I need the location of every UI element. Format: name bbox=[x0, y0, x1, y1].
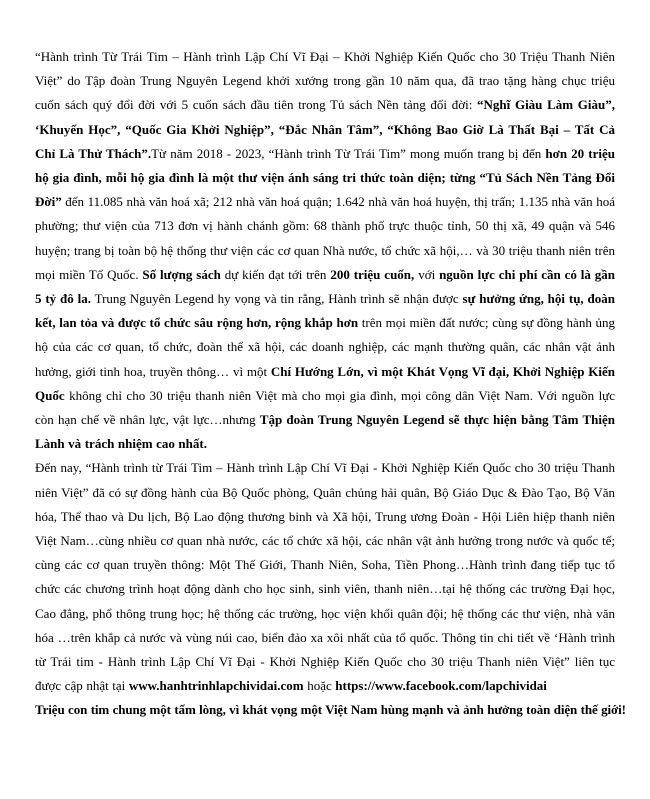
text-run: “Nghĩ Giàu Làm Giàu”, ‘Khuyến Học”, “Quốc Gia Khởi Nghiệp”, “Đắc Nhân Tâm”, “Không Bao Giờ Là Thất Bại – Tất Cả Chỉ Là Thử Thách”. bbox=[35, 97, 615, 161]
text-run: Triệu con tim chung một tấm lòng, vì khát vọng một Việt Nam hùng mạnh và ảnh hưởng toàn diện thế giới! bbox=[35, 702, 626, 718]
text-run: Tập đoàn Trung Nguyên Legend sẽ thực hiện bằng Tâm Thiện Lành và trách nhiệm cao nhất. bbox=[35, 412, 615, 452]
text-run: Số lượng sách bbox=[142, 266, 225, 282]
text-run: hơn 20 triệu hộ gia đình, mỗi hộ gia đình là một thư viện ánh sáng tri thức toàn diện; từng “Tủ Sách Nền Tảng Đổi Đời” bbox=[35, 145, 615, 210]
document-body bbox=[35, 45, 626, 723]
text-run: “Hành trình Từ Trái Tim – Hành trình Lập Chí Vĩ Đại – Khởi Nghiệp Kiến Quốc cho 30 Triệu Thanh Niên Việt” do Tập đoàn Trung Nguyên Legend khởi xướng trong gần 10 năm qua, đã trao tặng hàng chục triệu cuốn sách quý đổi đời với 5 cuốn sách đầu tiên trong Tủ sách Nền tảng đổi đời: bbox=[35, 49, 615, 113]
paragraph-partners-and-updates bbox=[35, 456, 615, 698]
paragraph-campaign-overview bbox=[35, 45, 615, 456]
url-link[interactable]: https://www.facebook.com/lapchividai bbox=[335, 678, 547, 694]
text-run: Chí Hướng Lớn, vì một Khát Vọng Vĩ đại, Khởi Nghiệp Kiến Quốc bbox=[35, 363, 615, 403]
text-run: không chỉ cho 30 triệu thanh niên Việt mà cho mọi gia đình, mọi công dân Việt Nam. Với nguồn lực còn hạn chế về nhân lực, vật lực…nhưng bbox=[35, 387, 615, 428]
text-run: Từ năm 2018 - 2023, “Hành trình Từ Trái Tim” mong muốn trang bị đến bbox=[151, 145, 546, 161]
text-run: trên mọi miền đất nước; cùng sự đồng hành ủng hộ của các cơ quan, tổ chức, đoàn thể xã hội, các doanh nghiệp, các mạnh thường quân, các nhân vật ảnh hưởng, giới tinh hoa, truyền thông… vì một bbox=[35, 315, 615, 379]
text-run: nguồn lực chi phí cần có là gần 5 tỷ đô la. bbox=[35, 266, 615, 307]
text-run: Trung Nguyên Legend hy vọng và tin rằng, Hành trình sẽ nhận được bbox=[90, 291, 463, 307]
text-run: Đến nay, “Hành trình từ Trái Tim – Hành trình Lập Chí Vĩ Đại - Khởi Nghiệp Kiến Quốc cho 30 triệu Thanh niên Việt” đã có sự đồng hành của Bộ Quốc phòng, Quân chủng hải quân, Bộ Giáo Dục & Đào Tạo, Bộ Văn hóa, Thể thao và Du lịch, Bộ Lao động thương binh và Xã hội, Trung ương Đoàn - Hội Liên hiệp thanh niên Việt Nam…cùng nhiều cơ quan nhà nước, các tổ chức xã hội, các nhân vật ảnh hưởng trong nước và quốc tế; cùng các cơ quan truyền thông: Một Thế Giới, Thanh Niên, Soha, Tiền Phong…Hành trình đang tiếp tục tổ chức các chương trình hoạt động dành cho học sinh, sinh viên, thanh niên…tại hệ thống các trường Đại học, Cao đẳng, phổ thông trung học; hệ thống các trường, học viện khối quân đội; hệ thống các thư viện, nhà văn hóa …trên khắp cả nước và vùng núi cao, biển đảo xa xôi nhất của tổ quốc. Thông tin chi tiết về ‘Hành trình từ Trái tim - Hành trình Lập Chí Vĩ Đại - Khởi Nghiệp Kiến Quốc cho 30 triệu Thanh niên Việt” liên tục được cập nhật tại bbox=[35, 460, 615, 694]
closing-slogan-line bbox=[35, 698, 626, 722]
text-run: hoặc bbox=[303, 678, 336, 694]
text-run: với bbox=[414, 266, 440, 282]
url-link[interactable]: www.hanhtrinhlapchividai.com bbox=[128, 678, 304, 694]
text-run: 200 triệu cuốn, bbox=[330, 266, 415, 282]
text-run: dự kiến đạt tới trên bbox=[224, 266, 331, 282]
text-run: đến 11.085 nhà văn hoá xã; 212 nhà văn hoá quận; 1.642 nhà văn hoá huyện, thị trấn; 1.135 nhà văn hoá phường; thư viện của 713 đơn vị hành chánh gồm: 68 thành phố trực thuộc tỉnh, 50 thị xã, 49 quận và 546 huyện; trang bị toàn bộ hệ thống thư viện các cơ quan Nhà nước, tổ chức xã hội,… và 30 triệu thanh niên trên mọi miền Tổ Quốc. bbox=[35, 194, 615, 282]
text-run: sự hưởng ứng, hội tụ, đoàn kết, lan tỏa và được tổ chức sâu rộng hơn, rộng khắp hơn bbox=[35, 291, 615, 331]
